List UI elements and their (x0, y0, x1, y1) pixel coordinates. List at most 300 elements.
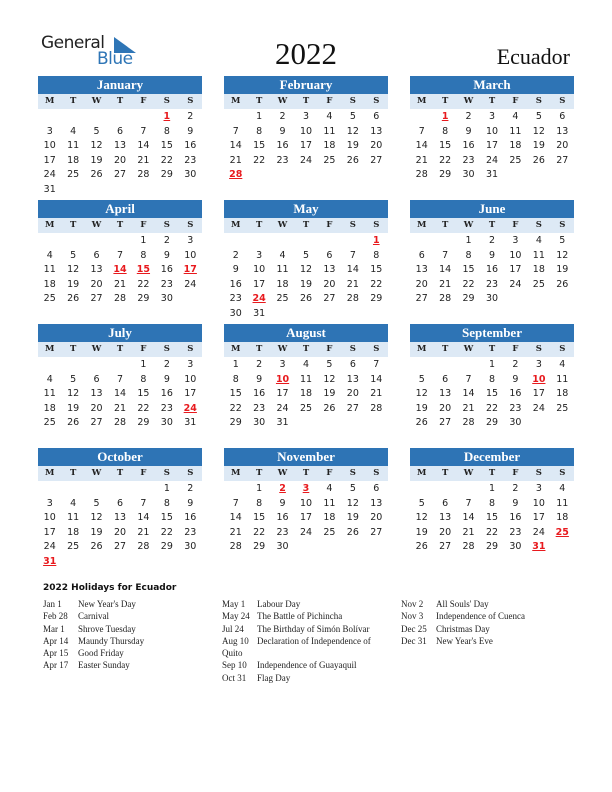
day: 19 (532, 140, 545, 151)
holiday-day: 10 (275, 373, 290, 385)
day: 22 (485, 526, 499, 538)
day: 8 (488, 497, 496, 509)
empty-cell (271, 234, 294, 249)
day: 9 (187, 125, 194, 137)
weekday-label: T (116, 220, 124, 230)
day: 23 (184, 526, 197, 538)
weekday-header (38, 466, 202, 481)
day: 22 (370, 278, 383, 290)
day: 15 (160, 140, 173, 151)
holiday-day: 24 (252, 293, 266, 304)
day: 20 (113, 526, 127, 538)
holiday-day: 31 (43, 555, 57, 567)
day: 26 (415, 541, 428, 552)
day: 10 (485, 125, 499, 137)
day: 21 (113, 402, 127, 414)
day: 11 (276, 264, 289, 275)
day: 24 (43, 541, 56, 552)
day: 2 (465, 111, 472, 122)
day: 15 (160, 512, 173, 523)
day: 29 (229, 417, 242, 428)
weekday-header (38, 218, 202, 233)
empty-cell (224, 110, 247, 125)
day: 24 (299, 154, 313, 166)
day: 25 (532, 278, 545, 290)
day: 10 (532, 497, 545, 509)
day: 2 (163, 235, 170, 246)
empty-cell (433, 234, 456, 249)
day: 21 (346, 278, 359, 290)
weekday-label: W (277, 468, 288, 478)
day: 15 (462, 264, 475, 275)
weekday-label: T (255, 96, 263, 106)
day: 16 (184, 140, 197, 151)
weekday-label: F (512, 96, 519, 106)
day: 30 (276, 541, 289, 552)
day: 14 (439, 264, 452, 275)
holiday-day: 14 (113, 264, 127, 275)
empty-cell (224, 234, 247, 249)
day: 2 (279, 111, 286, 122)
month-december (410, 448, 574, 555)
day: 7 (116, 249, 124, 261)
day: 3 (535, 359, 542, 370)
weekday-label: T (441, 220, 449, 230)
day: 17 (509, 264, 522, 275)
empty-cell (132, 482, 155, 497)
day: 20 (370, 512, 383, 523)
day: 12 (532, 125, 545, 137)
day: 9 (512, 497, 519, 509)
day: 11 (67, 512, 80, 523)
holiday-day: 25 (555, 526, 569, 538)
day: 13 (323, 264, 336, 275)
weekday-label: S (187, 344, 194, 354)
day: 21 (462, 402, 475, 414)
day: 12 (556, 249, 569, 261)
holiday-day: 3 (302, 483, 310, 494)
day: 9 (256, 373, 263, 385)
weekday-label: W (463, 220, 474, 230)
day: 19 (346, 512, 359, 523)
day: 9 (279, 125, 286, 137)
day: 24 (299, 526, 313, 538)
month-title: July (38, 324, 202, 342)
empty-cell (433, 482, 456, 497)
weekday-label: S (373, 96, 380, 106)
day: 25 (323, 526, 336, 538)
day: 3 (187, 235, 194, 246)
weekday-header (224, 94, 388, 109)
holiday-row (43, 635, 218, 647)
holiday-name-continued: Quito (222, 648, 243, 659)
weekday-label: S (559, 344, 566, 354)
day: 17 (299, 140, 313, 151)
day: 23 (276, 154, 289, 166)
day: 18 (67, 526, 80, 538)
holiday-date: Mar 1 (43, 623, 65, 634)
day: 7 (232, 497, 239, 509)
day: 8 (140, 373, 147, 385)
day: 18 (276, 278, 289, 290)
day: 4 (46, 373, 53, 385)
weekday-header (224, 466, 388, 481)
day: 15 (253, 512, 266, 523)
day: 4 (70, 125, 77, 137)
weekday-label: S (535, 344, 542, 354)
holiday-date: Apr 14 (43, 635, 69, 646)
holiday-date: Jul 24 (222, 623, 244, 634)
empty-cell (85, 110, 108, 125)
day-grid (224, 233, 388, 321)
day: 7 (140, 125, 147, 137)
day: 13 (113, 512, 127, 523)
weekday-label: F (140, 96, 147, 106)
day-grid (410, 481, 574, 555)
day: 8 (256, 125, 263, 137)
weekday-label: W (277, 220, 288, 230)
day: 17 (184, 388, 197, 399)
empty-cell (85, 234, 108, 249)
day: 18 (556, 512, 569, 523)
day: 28 (439, 293, 452, 304)
day: 16 (160, 264, 173, 275)
day: 26 (532, 154, 545, 166)
weekday-label: W (91, 468, 102, 478)
day: 26 (90, 169, 103, 180)
day: 25 (43, 417, 56, 428)
month-title: April (38, 200, 202, 218)
day: 7 (232, 125, 239, 137)
holiday-date: Feb 28 (43, 611, 68, 622)
day-grid (38, 233, 202, 307)
day: 5 (418, 373, 425, 385)
day: 3 (279, 359, 286, 370)
day: 26 (67, 417, 80, 428)
weekday-label: F (326, 96, 333, 106)
day: 20 (346, 388, 359, 399)
weekday-label: M (231, 344, 241, 354)
weekday-label: M (417, 96, 427, 106)
day: 17 (299, 512, 313, 523)
weekday-label: T (488, 468, 496, 478)
holiday-date: Sep 10 (222, 660, 247, 671)
holiday-date: Aug 10 (222, 635, 249, 646)
day: 20 (113, 154, 127, 166)
day: 13 (90, 388, 103, 399)
empty-cell (85, 358, 108, 373)
weekday-label: F (512, 344, 519, 354)
month-may (224, 200, 388, 321)
weekday-header (410, 218, 574, 233)
day: 8 (488, 373, 496, 385)
day: 19 (90, 526, 103, 538)
day: 7 (373, 359, 380, 370)
day: 15 (137, 388, 150, 399)
day: 2 (512, 359, 519, 370)
day: 15 (253, 140, 266, 151)
weekday-label: T (488, 344, 496, 354)
day: 16 (253, 388, 266, 399)
day: 31 (276, 417, 289, 428)
day: 14 (346, 264, 359, 275)
day: 21 (137, 526, 150, 538)
day: 27 (90, 293, 103, 304)
weekday-label: T (302, 468, 310, 478)
day: 6 (442, 497, 449, 509)
day-grid (38, 357, 202, 431)
day: 8 (256, 497, 263, 509)
day: 17 (485, 140, 499, 151)
day: 27 (439, 541, 452, 552)
day: 16 (276, 512, 289, 523)
empty-cell (108, 110, 131, 125)
month-title: November (224, 448, 388, 466)
day: 31 (43, 183, 56, 195)
weekday-label: S (349, 344, 356, 354)
holiday-row (222, 598, 397, 610)
day: 12 (346, 125, 359, 137)
holiday-date: Nov 2 (401, 599, 424, 609)
holiday-day: 17 (183, 264, 197, 275)
day: 30 (509, 417, 522, 428)
day: 27 (323, 293, 336, 304)
empty-cell (38, 110, 61, 125)
day: 18 (43, 402, 56, 414)
empty-cell (457, 482, 480, 497)
day: 5 (326, 359, 333, 370)
day: 3 (46, 125, 53, 137)
holiday-day: 2 (279, 483, 286, 494)
day: 5 (70, 373, 77, 385)
day: 4 (559, 483, 566, 494)
day: 11 (323, 497, 336, 509)
weekday-header (410, 94, 574, 109)
day: 30 (462, 169, 475, 180)
day: 26 (299, 293, 313, 304)
weekday-label: W (463, 96, 474, 106)
day: 16 (509, 512, 522, 523)
day: 24 (485, 154, 499, 166)
weekday-label: T (69, 96, 77, 106)
holiday-name: The Birthday of Simón Bolívar (257, 623, 370, 634)
day: 18 (323, 140, 336, 151)
day: 8 (442, 125, 449, 137)
day: 22 (485, 402, 499, 414)
holiday-day: 24 (183, 402, 197, 414)
day: 15 (229, 388, 242, 399)
holidays-title: 2022 Holidays for Ecuador (43, 583, 177, 593)
empty-cell (38, 482, 61, 497)
day: 16 (229, 278, 242, 290)
day: 7 (116, 373, 124, 385)
holiday-day: 1 (441, 111, 449, 122)
day: 17 (43, 526, 56, 538)
day: 28 (229, 541, 242, 552)
day: 2 (187, 111, 194, 122)
day: 5 (349, 111, 356, 122)
weekday-label: T (116, 468, 124, 478)
weekday-label: T (302, 344, 310, 354)
day: 6 (116, 125, 124, 137)
holiday-row (222, 610, 397, 622)
day: 6 (93, 373, 100, 385)
weekday-label: F (140, 220, 147, 230)
day: 25 (556, 402, 569, 414)
day: 24 (532, 526, 545, 538)
day: 15 (485, 388, 499, 399)
day: 24 (43, 169, 56, 180)
day: 5 (93, 497, 100, 509)
day: 8 (163, 125, 170, 137)
day: 28 (370, 402, 383, 414)
day: 25 (43, 293, 56, 304)
day: 13 (415, 264, 428, 275)
weekday-label: S (163, 96, 170, 106)
month-february (224, 76, 388, 183)
weekday-label: T (255, 468, 263, 478)
day: 5 (559, 235, 566, 246)
day: 18 (67, 154, 80, 166)
day: 18 (532, 264, 545, 275)
day: 12 (415, 388, 428, 399)
day: 30 (253, 417, 266, 428)
weekday-label: S (535, 468, 542, 478)
weekday-label: M (45, 220, 55, 230)
day: 26 (415, 417, 428, 428)
weekday-label: W (277, 96, 288, 106)
empty-cell (85, 482, 108, 497)
holiday-name: Maundy Thursday (78, 635, 145, 646)
day: 30 (485, 293, 499, 304)
holiday-column (43, 598, 218, 672)
month-title: May (224, 200, 388, 218)
weekday-label: S (373, 468, 380, 478)
day: 24 (509, 278, 522, 290)
day: 3 (302, 111, 310, 122)
day: 10 (43, 140, 56, 151)
weekday-label: S (349, 220, 356, 230)
holiday-name: Christmas Day (436, 623, 490, 634)
day: 10 (299, 125, 313, 137)
holiday-date: May 1 (222, 599, 246, 609)
weekday-label: M (417, 220, 427, 230)
day: 16 (485, 264, 499, 275)
day: 22 (439, 154, 452, 166)
day: 19 (556, 264, 569, 275)
day: 26 (67, 293, 80, 304)
day: 19 (415, 526, 428, 538)
day: 21 (415, 154, 428, 166)
day: 27 (370, 526, 383, 538)
day: 15 (370, 264, 383, 275)
empty-cell (457, 358, 480, 373)
day: 15 (439, 140, 452, 151)
day: 25 (276, 293, 289, 304)
day: 28 (415, 169, 428, 180)
day: 4 (559, 359, 566, 370)
weekday-label: S (373, 344, 380, 354)
weekday-label: S (535, 96, 542, 106)
day: 1 (140, 359, 147, 370)
holiday-row (401, 598, 576, 610)
holiday-row (222, 672, 397, 684)
day: 9 (512, 373, 519, 385)
day: 11 (67, 140, 80, 151)
weekday-label: T (302, 96, 310, 106)
day: 14 (137, 140, 150, 151)
weekday-label: F (326, 220, 333, 230)
holiday-name: New Year's Day (78, 599, 136, 609)
month-september (410, 324, 574, 431)
logo-word-general: General (41, 33, 105, 53)
day: 18 (299, 388, 313, 399)
day: 2 (512, 483, 519, 494)
day: 14 (137, 512, 150, 523)
day: 8 (232, 373, 239, 385)
weekday-label: T (488, 96, 496, 106)
month-january (38, 76, 202, 197)
month-october (38, 448, 202, 569)
day: 12 (67, 264, 80, 275)
weekday-label: M (45, 96, 55, 106)
day: 16 (160, 388, 173, 399)
holiday-name: Flag Day (257, 672, 291, 683)
empty-cell (108, 482, 131, 497)
month-title: January (38, 76, 202, 94)
holiday-name: Shrove Tuesday (78, 623, 136, 634)
day: 16 (184, 512, 197, 523)
month-title: June (410, 200, 574, 218)
day: 4 (326, 483, 333, 494)
weekday-label: F (326, 468, 333, 478)
day: 23 (462, 154, 475, 166)
day: 20 (415, 278, 428, 290)
day: 11 (323, 125, 336, 137)
empty-cell (61, 234, 84, 249)
holiday-row (43, 623, 218, 635)
day: 13 (346, 373, 359, 385)
day: 19 (415, 402, 428, 414)
holiday-name: Independence of Guayaquil (257, 660, 357, 671)
day: 31 (253, 307, 266, 319)
day: 18 (323, 512, 336, 523)
day: 28 (113, 417, 127, 428)
day: 22 (137, 278, 150, 290)
day: 26 (556, 278, 569, 290)
weekday-label: T (116, 344, 124, 354)
holiday-name: Carnival (78, 611, 109, 622)
holiday-name: The Battle of Pichincha (257, 611, 343, 622)
day: 3 (488, 111, 496, 122)
day: 29 (137, 293, 150, 304)
empty-cell (224, 482, 247, 497)
day: 2 (256, 359, 263, 370)
day: 11 (43, 264, 56, 275)
day: 27 (415, 293, 428, 304)
day: 5 (535, 111, 542, 122)
day: 14 (462, 512, 475, 523)
empty-cell (433, 358, 456, 373)
day: 2 (488, 235, 496, 246)
day: 23 (229, 293, 242, 304)
day: 25 (67, 169, 80, 180)
day: 6 (326, 249, 333, 261)
empty-cell (61, 110, 84, 125)
weekday-label: S (187, 220, 194, 230)
holiday-row (222, 659, 397, 671)
day: 1 (465, 235, 472, 246)
